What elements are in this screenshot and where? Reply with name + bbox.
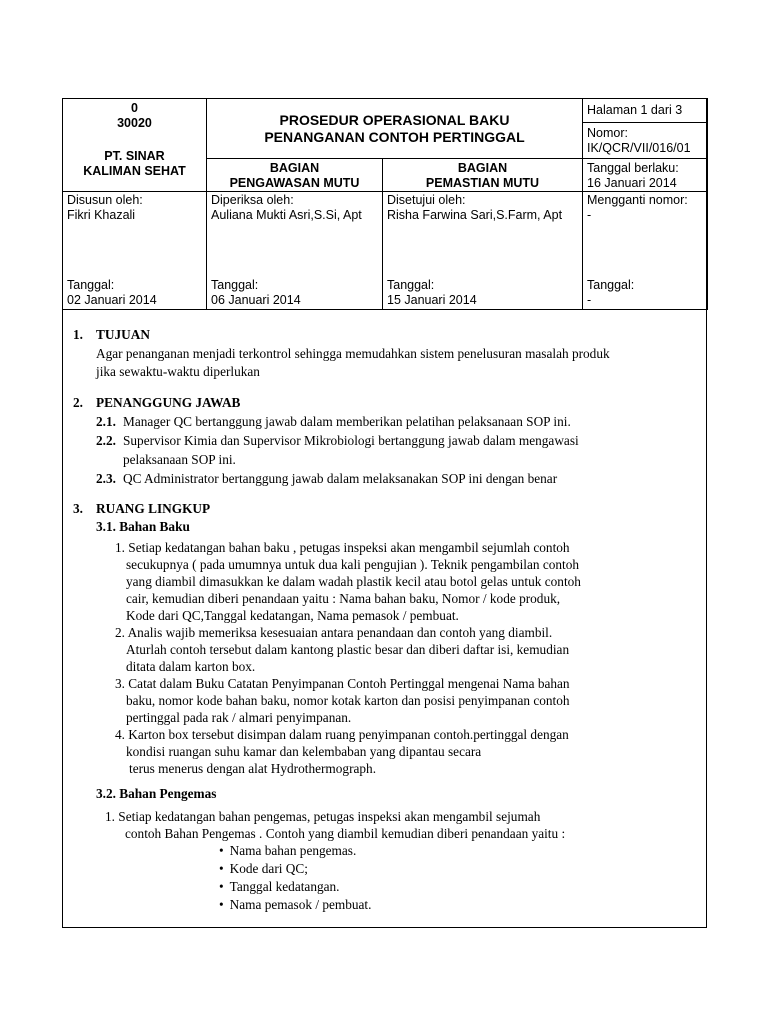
prepared-date: 02 Januari 2014	[67, 293, 157, 307]
number-label: Nomor:	[587, 126, 628, 140]
checked-name: Auliana Mukti Asri,S.Si, Apt	[211, 208, 362, 222]
checked-label: Diperiksa oleh:	[211, 193, 294, 207]
bahan-baku-line: ditata dalam karton box.	[126, 659, 256, 674]
prepared-name: Fikri Khazali	[67, 208, 136, 222]
section1-text-line2: jika sewaktu-waktu diperlukan	[96, 364, 260, 379]
number-cell	[583, 123, 708, 159]
approved-name: Risha Farwina Sari,S.Farm, Apt	[387, 208, 563, 222]
approved-cell	[383, 192, 583, 310]
company-cell	[63, 99, 207, 192]
pengemas-bullet-item: • Tanggal kedatangan.	[219, 878, 340, 895]
company-code-line2: 30020	[117, 116, 152, 130]
section2-1-number: 2.1.	[96, 414, 116, 429]
bahan-baku-line: 4. Karton box tersebut disimpan dalam ruang penyimpanan contoh.pertinggal dengan	[115, 727, 569, 742]
bahan-baku-line: 2. Analis wajib memeriksa kesesuaian antara penandaan dan contoh yang diambil.	[115, 625, 553, 640]
replaces-value: -	[587, 208, 592, 222]
replaces-date-label: Tanggal:	[587, 278, 635, 292]
doc-title-line1: PROSEDUR OPERASIONAL BAKU	[279, 111, 510, 128]
number-value: IK/QCR/VII/016/01	[587, 141, 691, 155]
section2-2-text-line2: pelaksanaan SOP ini.	[123, 452, 236, 467]
section1-text-line1: Agar penanganan menjadi terkontrol sehingga memudahkan sistem penelusuran masalah produk	[96, 346, 610, 361]
bahan-baku-line: yang diambil dimasukkan ke dalam wadah plastik kecil atau botol gelas untuk contoh	[126, 574, 581, 589]
replaces-date: -	[587, 293, 592, 307]
effective-value: 16 Januari 2014	[587, 176, 677, 190]
replaces-cell	[583, 192, 708, 310]
document-page	[62, 98, 707, 928]
checked-date: 06 Januari 2014	[211, 293, 301, 307]
bahan-pengemas-line1: 1. Setiap kedatangan bahan pengemas, petugas inspeksi akan mengambil sejumah	[105, 809, 541, 824]
bahan-baku-line: secukupnya ( pada umumnya untuk dua kali pengujian ). Teknik pengambilan contoh	[126, 557, 580, 572]
bahan-baku-line: pertinggal pada rak / almari penyimpanan.	[126, 710, 352, 725]
effective-cell	[583, 159, 708, 192]
section1-number: 1.	[73, 327, 83, 342]
bahan-baku-line: 3. Catat dalam Buku Catatan Penyimpanan Contoh Pertinggal mengenai Nama bahan	[115, 676, 570, 691]
replaces-label: Mengganti nomor:	[587, 193, 688, 207]
prepared-date-label: Tanggal:	[67, 278, 115, 292]
dept1-line2: PENGAWASAN MUTU	[229, 176, 360, 190]
pengemas-bullet-item: • Kode dari QC;	[219, 860, 308, 877]
dept2-cell	[383, 159, 583, 192]
company-code-line1: 0	[131, 101, 138, 115]
doc-title-line2: PENANGANAN CONTOH PERTINGGAL	[264, 128, 525, 145]
section1-title: TUJUAN	[96, 327, 150, 342]
bahan-pengemas-line2: contoh Bahan Pengemas . Contoh yang diambil kemudian diberi penandaan yaitu :	[125, 826, 566, 841]
bahan-baku-line: Aturlah contoh tersebut dalam kantong plastic besar dan diberi daftar isi, kemudian	[126, 642, 570, 657]
section2-3-text: QC Administrator bertanggung jawab dalam melaksanakan SOP ini dengan benar	[123, 471, 558, 486]
approved-date-label: Tanggal:	[387, 278, 435, 292]
bahan-baku-line: 1. Setiap kedatangan bahan baku , petugas inspeksi akan mengambil sejumlah contoh	[115, 540, 570, 555]
pengemas-bullet-item: • Nama pemasok / pembuat.	[219, 896, 371, 913]
section2-3-number: 2.3.	[96, 471, 116, 486]
prepared-cell	[63, 192, 207, 310]
bahan-baku-line: kondisi ruangan suhu kamar dan kelembaban yang dipantau secara	[126, 744, 482, 759]
section3-1-title: 3.1. Bahan Baku	[96, 519, 190, 534]
dept2-line1: BAGIAN	[457, 161, 508, 175]
page-info-cell	[583, 99, 708, 123]
section2-1-text: Manager QC bertanggung jawab dalam memberikan pelatihan pelaksanaan SOP ini.	[123, 414, 571, 429]
section3-2-title: 3.2. Bahan Pengemas	[96, 786, 217, 801]
section2-title: PENANGGUNG JAWAB	[96, 395, 241, 410]
prepared-label: Disusun oleh:	[67, 193, 143, 207]
document-header-table	[62, 98, 708, 310]
doc-title-cell	[207, 99, 583, 159]
section2-2-text-line1: Supervisor Kimia dan Supervisor Mikrobiologi bertanggung jawab dalam mengawasi	[123, 433, 579, 448]
section2-2-number: 2.2.	[96, 433, 116, 448]
company-name-line1: PT. SINAR	[104, 149, 165, 163]
bahan-baku-line: baku, nomor kode bahan baku, nomor kotak karton dan posisi penyimpanan contoh	[126, 693, 570, 708]
checked-date-label: Tanggal:	[211, 278, 259, 292]
company-name-line2: KALIMAN SEHAT	[83, 164, 186, 178]
section3-number: 3.	[73, 501, 83, 516]
approved-date: 15 Januari 2014	[387, 293, 477, 307]
dept1-line1: BAGIAN	[269, 161, 320, 175]
bahan-baku-line: cair, kemudian diberi penandaan yaitu : Nama bahan baku, Nomor / kode produk,	[126, 591, 561, 606]
bahan-baku-line: Kode dari QC,Tanggal kedatangan, Nama pemasok / pembuat.	[126, 608, 459, 623]
section2-number: 2.	[73, 395, 83, 410]
approved-label: Disetujui oleh:	[387, 193, 466, 207]
effective-label: Tanggal berlaku:	[587, 161, 679, 175]
pengemas-bullet-item: • Nama bahan pengemas.	[219, 842, 356, 859]
bahan-baku-line: terus menerus dengan alat Hydrothermograph.	[129, 761, 377, 776]
dept1-cell	[207, 159, 383, 192]
checked-cell	[207, 192, 383, 310]
section3-title: RUANG LINGKUP	[96, 501, 211, 516]
dept2-line2: PEMASTIAN MUTU	[425, 176, 540, 190]
page-info: Halaman 1 dari 3	[587, 103, 683, 117]
